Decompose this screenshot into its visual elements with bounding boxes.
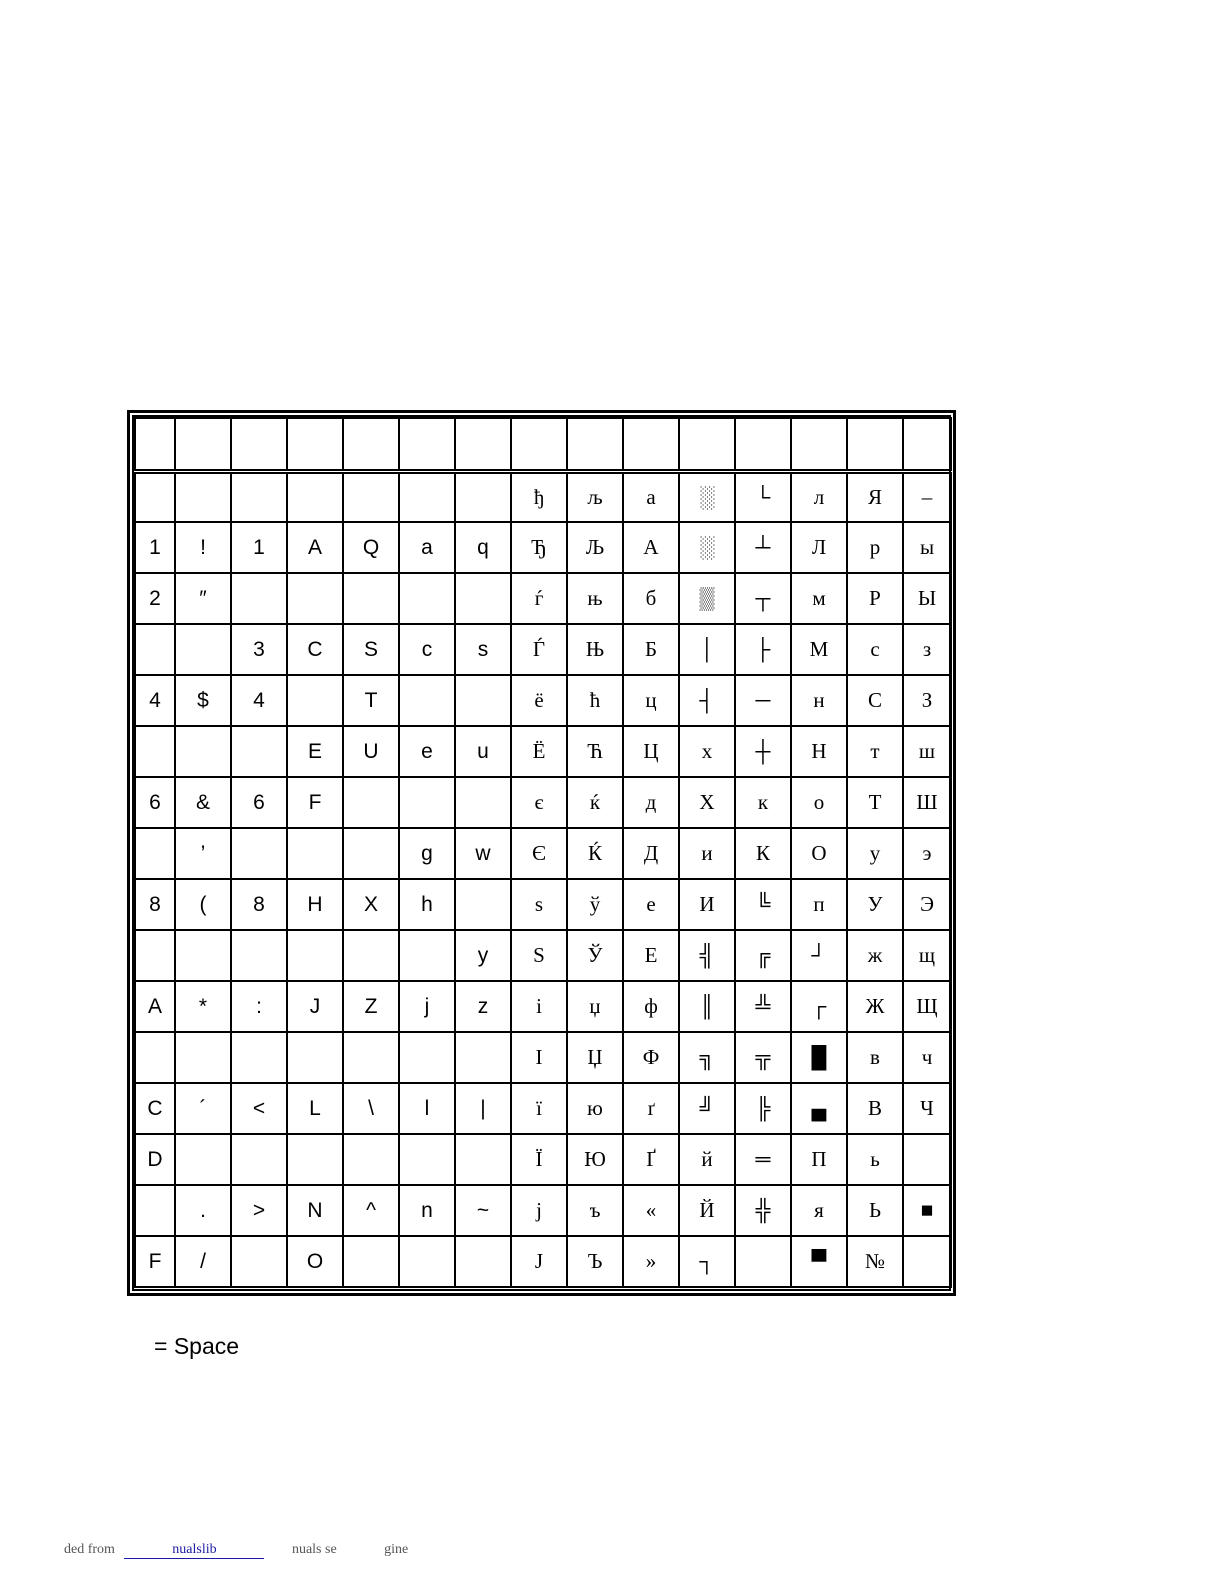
table-cell bbox=[135, 1032, 175, 1083]
footer-link[interactable]: nualslib bbox=[124, 1542, 264, 1559]
table-cell bbox=[399, 573, 455, 624]
table-cell: $ bbox=[175, 675, 231, 726]
table-cell bbox=[231, 418, 287, 471]
table-cell: Ґ bbox=[623, 1134, 679, 1185]
table-cell bbox=[455, 471, 511, 522]
table-cell bbox=[175, 930, 231, 981]
table-cell: ╬ bbox=[735, 1185, 791, 1236]
table-cell: ╦ bbox=[735, 1032, 791, 1083]
table-cell: р bbox=[847, 522, 903, 573]
table-cell: ╗ bbox=[679, 1032, 735, 1083]
table-cell bbox=[287, 573, 343, 624]
table-cell: й bbox=[679, 1134, 735, 1185]
table-cell bbox=[287, 675, 343, 726]
table-cell: В bbox=[847, 1083, 903, 1134]
table-cell: ║ bbox=[679, 981, 735, 1032]
table-cell: И bbox=[679, 879, 735, 930]
table-cell: Є bbox=[511, 828, 567, 879]
table-cell: Ч bbox=[903, 1083, 951, 1134]
table-cell bbox=[455, 573, 511, 624]
table-cell: : bbox=[231, 981, 287, 1032]
table-cell: п bbox=[791, 879, 847, 930]
table-cell: Ц bbox=[623, 726, 679, 777]
table-cell bbox=[455, 777, 511, 828]
table-cell bbox=[343, 1236, 399, 1287]
table-row bbox=[135, 930, 951, 981]
table-cell: z bbox=[455, 981, 511, 1032]
table-cell: ┤ bbox=[679, 675, 735, 726]
table-cell bbox=[231, 1134, 287, 1185]
table-cell: a bbox=[399, 522, 455, 573]
table-cell bbox=[135, 418, 175, 471]
character-set-table bbox=[134, 417, 952, 1288]
table-cell bbox=[399, 777, 455, 828]
table-cell: Н bbox=[791, 726, 847, 777]
table-cell: s bbox=[455, 624, 511, 675]
table-cell: < bbox=[231, 1083, 287, 1134]
table-cell: с bbox=[847, 624, 903, 675]
table-cell: l bbox=[399, 1083, 455, 1134]
table-cell: А bbox=[623, 522, 679, 573]
table-cell: Ь bbox=[847, 1185, 903, 1236]
table-cell bbox=[231, 726, 287, 777]
table-cell: Ћ bbox=[567, 726, 623, 777]
table-cell bbox=[175, 1032, 231, 1083]
table-cell: 1 bbox=[231, 522, 287, 573]
table-cell: я bbox=[791, 1185, 847, 1236]
table-cell bbox=[399, 1032, 455, 1083]
table-cell: ─ bbox=[735, 675, 791, 726]
table-cell: Я bbox=[847, 471, 903, 522]
table-cell: ░ bbox=[679, 471, 735, 522]
table-cell: ▀ bbox=[791, 1236, 847, 1287]
table-cell: З bbox=[903, 675, 951, 726]
table-cell bbox=[135, 624, 175, 675]
table-cell: 4 bbox=[231, 675, 287, 726]
table-cell: ″ bbox=[175, 573, 231, 624]
table-cell: Е bbox=[623, 930, 679, 981]
table-cell: j bbox=[399, 981, 455, 1032]
table-cell: њ bbox=[567, 573, 623, 624]
table-cell: │ bbox=[679, 624, 735, 675]
table-cell bbox=[175, 726, 231, 777]
table-cell: Ѓ bbox=[511, 624, 567, 675]
table-cell: | bbox=[455, 1083, 511, 1134]
table-cell: U bbox=[343, 726, 399, 777]
table-cell bbox=[791, 418, 847, 471]
table-cell bbox=[455, 1032, 511, 1083]
table-cell: ё bbox=[511, 675, 567, 726]
table-cell bbox=[399, 930, 455, 981]
table-cell: N bbox=[287, 1185, 343, 1236]
table-cell: Х bbox=[679, 777, 735, 828]
table-cell: б bbox=[623, 573, 679, 624]
table-cell: y bbox=[455, 930, 511, 981]
table-cell: џ bbox=[567, 981, 623, 1032]
table-cell: ц bbox=[623, 675, 679, 726]
table-cell: 6 bbox=[231, 777, 287, 828]
table-cell: c bbox=[399, 624, 455, 675]
table-cell: ќ bbox=[567, 777, 623, 828]
table-cell: ├ bbox=[735, 624, 791, 675]
table-cell: q bbox=[455, 522, 511, 573]
table-cell bbox=[343, 1134, 399, 1185]
table-cell bbox=[287, 418, 343, 471]
table-cell bbox=[231, 1236, 287, 1287]
table-cell: к bbox=[735, 777, 791, 828]
table-cell: љ bbox=[567, 471, 623, 522]
table-cell: ┌ bbox=[791, 981, 847, 1032]
table-row bbox=[135, 879, 951, 930]
table-cell: ї bbox=[511, 1083, 567, 1134]
table-cell bbox=[567, 418, 623, 471]
table-cell: ^ bbox=[343, 1185, 399, 1236]
table-cell bbox=[175, 471, 231, 522]
table-cell: Џ bbox=[567, 1032, 623, 1083]
table-cell: щ bbox=[903, 930, 951, 981]
footer-prefix: ded from bbox=[64, 1542, 115, 1557]
table-cell: g bbox=[399, 828, 455, 879]
table-cell: ╝ bbox=[679, 1083, 735, 1134]
table-cell: F bbox=[135, 1236, 175, 1287]
table-cell: і bbox=[511, 981, 567, 1032]
table-cell: х bbox=[679, 726, 735, 777]
table-cell bbox=[399, 471, 455, 522]
table-cell: ┐ bbox=[679, 1236, 735, 1287]
table-cell: н bbox=[791, 675, 847, 726]
table-cell: у bbox=[847, 828, 903, 879]
table-cell bbox=[343, 930, 399, 981]
table-cell bbox=[135, 726, 175, 777]
table-cell bbox=[623, 418, 679, 471]
table-cell bbox=[343, 471, 399, 522]
table-cell: ’ bbox=[175, 828, 231, 879]
table-cell bbox=[455, 675, 511, 726]
table-cell: S bbox=[343, 624, 399, 675]
table-cell bbox=[231, 828, 287, 879]
table-cell bbox=[231, 1032, 287, 1083]
table-cell bbox=[343, 777, 399, 828]
table-cell bbox=[135, 471, 175, 522]
table-cell: 8 bbox=[135, 879, 175, 930]
table-row bbox=[135, 1236, 951, 1287]
table-cell: & bbox=[175, 777, 231, 828]
table-cell: 8 bbox=[231, 879, 287, 930]
table-cell: Э bbox=[903, 879, 951, 930]
table-cell: К bbox=[735, 828, 791, 879]
table-cell: э bbox=[903, 828, 951, 879]
table-cell: Ќ bbox=[567, 828, 623, 879]
table-cell: ф bbox=[623, 981, 679, 1032]
table-cell bbox=[343, 828, 399, 879]
table-cell: ▒ bbox=[679, 573, 735, 624]
table-cell: O bbox=[287, 1236, 343, 1287]
table-row bbox=[135, 1185, 951, 1236]
table-cell: ъ bbox=[567, 1185, 623, 1236]
table-cell: ╣ bbox=[679, 930, 735, 981]
table-cell: ч bbox=[903, 1032, 951, 1083]
footer-suffix: gine bbox=[384, 1542, 409, 1557]
table-cell: ´ bbox=[175, 1083, 231, 1134]
table-cell: ј bbox=[511, 1185, 567, 1236]
table-cell: Ы bbox=[903, 573, 951, 624]
table-cell: C bbox=[135, 1083, 175, 1134]
table-cell: – bbox=[903, 471, 951, 522]
table-cell bbox=[679, 418, 735, 471]
table-cell: / bbox=[175, 1236, 231, 1287]
table-cell: ш bbox=[903, 726, 951, 777]
table-cell: ╔ bbox=[735, 930, 791, 981]
table-cell: ў bbox=[567, 879, 623, 930]
table-row bbox=[135, 1083, 951, 1134]
table-cell: Ђ bbox=[511, 522, 567, 573]
table-cell bbox=[903, 1236, 951, 1287]
table-cell: ┘ bbox=[791, 930, 847, 981]
table-cell: м bbox=[791, 573, 847, 624]
table-cell bbox=[287, 930, 343, 981]
table-cell bbox=[135, 1185, 175, 1236]
table-cell: L bbox=[287, 1083, 343, 1134]
table-cell: ▄ bbox=[791, 1083, 847, 1134]
table-cell: т bbox=[847, 726, 903, 777]
table-cell: * bbox=[175, 981, 231, 1032]
table-cell: У bbox=[847, 879, 903, 930]
table-cell: ж bbox=[847, 930, 903, 981]
table-cell bbox=[511, 418, 567, 471]
table-cell: Ж bbox=[847, 981, 903, 1032]
table-cell: ґ bbox=[623, 1083, 679, 1134]
table-cell bbox=[343, 1032, 399, 1083]
table-row bbox=[135, 981, 951, 1032]
table-cell: A bbox=[287, 522, 343, 573]
table-cell: І bbox=[511, 1032, 567, 1083]
table-cell: X bbox=[343, 879, 399, 930]
table-cell bbox=[231, 573, 287, 624]
table-cell: Ѕ bbox=[511, 930, 567, 981]
table-cell bbox=[287, 471, 343, 522]
table-cell: D bbox=[135, 1134, 175, 1185]
table-cell: 2 bbox=[135, 573, 175, 624]
table-cell: е bbox=[623, 879, 679, 930]
table-cell: ы bbox=[903, 522, 951, 573]
table-cell bbox=[455, 1236, 511, 1287]
table-cell: Ф bbox=[623, 1032, 679, 1083]
table-cell: > bbox=[231, 1185, 287, 1236]
table-cell: 4 bbox=[135, 675, 175, 726]
table-cell bbox=[343, 418, 399, 471]
table-cell: ! bbox=[175, 522, 231, 573]
table-cell: ═ bbox=[735, 1134, 791, 1185]
table-cell: ѕ bbox=[511, 879, 567, 930]
table-cell: Ё bbox=[511, 726, 567, 777]
table-cell: П bbox=[791, 1134, 847, 1185]
table-cell: ┬ bbox=[735, 573, 791, 624]
table-cell bbox=[903, 1134, 951, 1185]
table-cell: u bbox=[455, 726, 511, 777]
table-cell: о bbox=[791, 777, 847, 828]
table-cell bbox=[175, 1134, 231, 1185]
table-cell bbox=[399, 1134, 455, 1185]
table-cell: ░ bbox=[679, 522, 735, 573]
table-header-row bbox=[135, 418, 951, 471]
table-cell bbox=[231, 930, 287, 981]
table-cell: ╠ bbox=[735, 1083, 791, 1134]
table-cell: w bbox=[455, 828, 511, 879]
table-cell: Й bbox=[679, 1185, 735, 1236]
table-cell bbox=[287, 1134, 343, 1185]
table-cell: ь bbox=[847, 1134, 903, 1185]
table-cell: № bbox=[847, 1236, 903, 1287]
table-cell: Ў bbox=[567, 930, 623, 981]
table-cell: C bbox=[287, 624, 343, 675]
table-cell: О bbox=[791, 828, 847, 879]
table-cell: ┼ bbox=[735, 726, 791, 777]
table-cell: Л bbox=[791, 522, 847, 573]
table-cell: Т bbox=[847, 777, 903, 828]
table-cell bbox=[455, 418, 511, 471]
table-cell: J bbox=[287, 981, 343, 1032]
table-cell: Д bbox=[623, 828, 679, 879]
table-cell bbox=[175, 418, 231, 471]
table-cell: ~ bbox=[455, 1185, 511, 1236]
table-cell: E bbox=[287, 726, 343, 777]
table-cell: ю bbox=[567, 1083, 623, 1134]
table-cell: ■ bbox=[903, 1185, 951, 1236]
table-cell: └ bbox=[735, 471, 791, 522]
table-cell: » bbox=[623, 1236, 679, 1287]
table-cell: Q bbox=[343, 522, 399, 573]
table-row bbox=[135, 624, 951, 675]
table-cell: л bbox=[791, 471, 847, 522]
table-cell: \ bbox=[343, 1083, 399, 1134]
table-cell: h bbox=[399, 879, 455, 930]
table-cell: A bbox=[135, 981, 175, 1032]
table-cell: 3 bbox=[231, 624, 287, 675]
table-cell bbox=[231, 471, 287, 522]
table-cell: F bbox=[287, 777, 343, 828]
table-cell: . bbox=[175, 1185, 231, 1236]
table-cell: М bbox=[791, 624, 847, 675]
table-cell: Ъ bbox=[567, 1236, 623, 1287]
table-cell bbox=[455, 879, 511, 930]
table-row bbox=[135, 777, 951, 828]
table-cell bbox=[455, 1134, 511, 1185]
table-cell bbox=[343, 573, 399, 624]
table-cell: H bbox=[287, 879, 343, 930]
table-cell: e bbox=[399, 726, 455, 777]
table-cell: Щ bbox=[903, 981, 951, 1032]
table-row bbox=[135, 522, 951, 573]
table-cell: T bbox=[343, 675, 399, 726]
table-cell: а bbox=[623, 471, 679, 522]
table-cell: « bbox=[623, 1185, 679, 1236]
table-row bbox=[135, 1032, 951, 1083]
table-cell: и bbox=[679, 828, 735, 879]
table-row bbox=[135, 1134, 951, 1185]
space-legend: = Space bbox=[154, 1333, 240, 1359]
table-cell: Ї bbox=[511, 1134, 567, 1185]
table-cell: Z bbox=[343, 981, 399, 1032]
table-cell: д bbox=[623, 777, 679, 828]
table-row bbox=[135, 726, 951, 777]
table-cell bbox=[175, 624, 231, 675]
table-cell: Њ bbox=[567, 624, 623, 675]
table-cell bbox=[399, 1236, 455, 1287]
table-cell: Ш bbox=[903, 777, 951, 828]
table-row bbox=[135, 675, 951, 726]
table-cell: Ј bbox=[511, 1236, 567, 1287]
table-cell: є bbox=[511, 777, 567, 828]
table-cell: С bbox=[847, 675, 903, 726]
table-row bbox=[135, 471, 951, 522]
table-cell: n bbox=[399, 1185, 455, 1236]
footer-middle: nuals se bbox=[291, 1542, 337, 1557]
table-cell: ѓ bbox=[511, 573, 567, 624]
table-cell: Б bbox=[623, 624, 679, 675]
table-cell bbox=[135, 930, 175, 981]
table-cell: 1 bbox=[135, 522, 175, 573]
table-cell bbox=[399, 675, 455, 726]
table-cell: Ю bbox=[567, 1134, 623, 1185]
table-cell bbox=[903, 418, 951, 471]
page-footer bbox=[64, 1542, 408, 1559]
table-row bbox=[135, 828, 951, 879]
table-cell bbox=[287, 1032, 343, 1083]
table-cell: ╩ bbox=[735, 981, 791, 1032]
table-cell bbox=[399, 418, 455, 471]
table-cell: з bbox=[903, 624, 951, 675]
table-cell: ( bbox=[175, 879, 231, 930]
table-cell: ђ bbox=[511, 471, 567, 522]
table-cell: █ bbox=[791, 1032, 847, 1083]
table-cell bbox=[287, 828, 343, 879]
table-cell bbox=[135, 828, 175, 879]
table-cell bbox=[735, 418, 791, 471]
table-cell: 6 bbox=[135, 777, 175, 828]
table-row bbox=[135, 573, 951, 624]
table-cell: ┴ bbox=[735, 522, 791, 573]
table-cell: Р bbox=[847, 573, 903, 624]
table-cell: Љ bbox=[567, 522, 623, 573]
table-cell: в bbox=[847, 1032, 903, 1083]
table-cell: ћ bbox=[567, 675, 623, 726]
table-cell bbox=[735, 1236, 791, 1287]
table-cell bbox=[847, 418, 903, 471]
table-cell: ╚ bbox=[735, 879, 791, 930]
